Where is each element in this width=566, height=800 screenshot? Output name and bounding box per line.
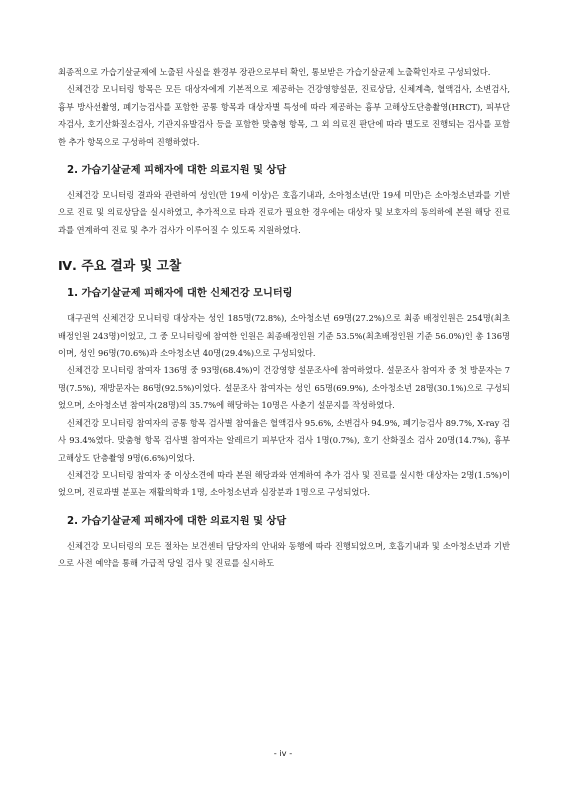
section-heading-medical-support-1: 2. 가습기살균제 피해자에 대한 의료지원 및 상담 [67, 165, 287, 177]
section-heading-medical-support-2: 2. 가습기살균제 피해자에 대한 의료지원 및 상담 [67, 515, 287, 527]
paragraph-result-4: 신체건강 모니터링 참여자 중 이상소견에 따라 본원 해당과와 연계하여 추가 검사 및 진료를 실시한 대상자는 2명(1.5%)이었으며, 진료과별 분포는 재활의학과 1명, 소아청소년과 심장분과 1명으로 구성되었다. [58, 469, 510, 498]
section-heading-monitoring: 1. 가습기살균제 피해자에 대한 신체건강 모니터링 [67, 288, 293, 300]
paragraph-medical-support-2: 신체건강 모니터링의 모든 절차는 보건센터 담당자의 안내와 동행에 따라 진행되었으며, 호흡기내과 및 소아청소년과 기반으로 사전 예약을 통해 가급적 당일 검사 및 진료를 실시하도 [58, 540, 510, 569]
paragraph-medical-support-1: 신체건강 모니터링 결과와 관련하여 성인(만 19세 이상)은 호흡기내과, 소아청소년(만 19세 미만)은 소아청소년과를 기반으로 진료 및 의료상담을 실시하였고, 추가적으로 타과 진료가 필요한 경우에는 대상자 및 보호자의 동의하에 본원 해당 진료과를 연계하여 진료 및 추가 검사가 이루어질 수 있도록 지원하였다. [58, 190, 510, 235]
paragraph-result-2: 신체건강 모니터링 참여자 136명 중 93명(68.4%)이 건강영향 설문조사에 참여하였다. 설문조사 참여자 중 첫 방문자는 7명(7.5%), 재방문자는 86명(92.5%)이었다. 설문조사 참여자는 성인 65명(69.9%), 소아청소년 28명(30.1%)으로 구성되었으며, 소아청소년 참여자(28명)의 35.7%에 해당하는 10명은 사춘기 설문지를 작성하였다. [58, 365, 510, 411]
paragraph-result-1: 대구권역 신체건강 모니터링 대상자는 성인 185명(72.8%), 소아청소년 69명(27.2%)으로 최종 배정인원은 254명(최초배정인원 243명)이었고, 그 중 모니터링에 참여한 인원은 최종배정인원 기준 53.5%(최초배정인원 기준 56.0%)인 총 136명이며, 성인 96명(70.6%)과 소아청소년 40명(29.4%)으로 구성되었다. [58, 313, 510, 359]
paragraph-intro-end: 최종적으로 가습기살균제에 노출된 사실을 환경부 장관으로부터 확인, 통보받은 가습기살균제 노출확인자로 구성되었다. [58, 67, 491, 77]
paragraph-monitoring-items: 신체건강 모니터링 항목은 모든 대상자에게 기본적으로 제공하는 건강영향설문, 진료상담, 신체계측, 혈액검사, 소변검사, 흉부 방사선촬영, 폐기능검사를 포함한 공통 항목과 대상자별 특성에 따라 제공하는 흉부 고해상도단층촬영(HRCT), 피부단자검사, 호기산화질소검사, 기관지유발검사 등을 포함한 맞춤형 항목, 그 외 의료진 판단에 따라 별도로 진행되는 검사를 포함한 추가 항목으로 구성하여 진행하였다. [58, 84, 510, 147]
document-body [58, 64, 510, 573]
chapter-heading: Ⅳ. 주요 결과 및 고찰 [58, 259, 182, 275]
page-number: - iv - [273, 748, 293, 758]
paragraph-result-3: 신체건강 모니터링 참여자의 공통 항목 검사별 참여율은 혈액검사 95.6%, 소변검사 94.9%, 폐기능검사 89.7%, X-ray 검사 93.4%였다. 맞춤형 항목 검사별 참여자는 알레르기 피부단자 검사 1명(0.7%), 호기 산화질소 검사 20명(14.7%), 흉부 고해상도 단층촬영 9명(6.6%)이었다. [58, 417, 510, 463]
